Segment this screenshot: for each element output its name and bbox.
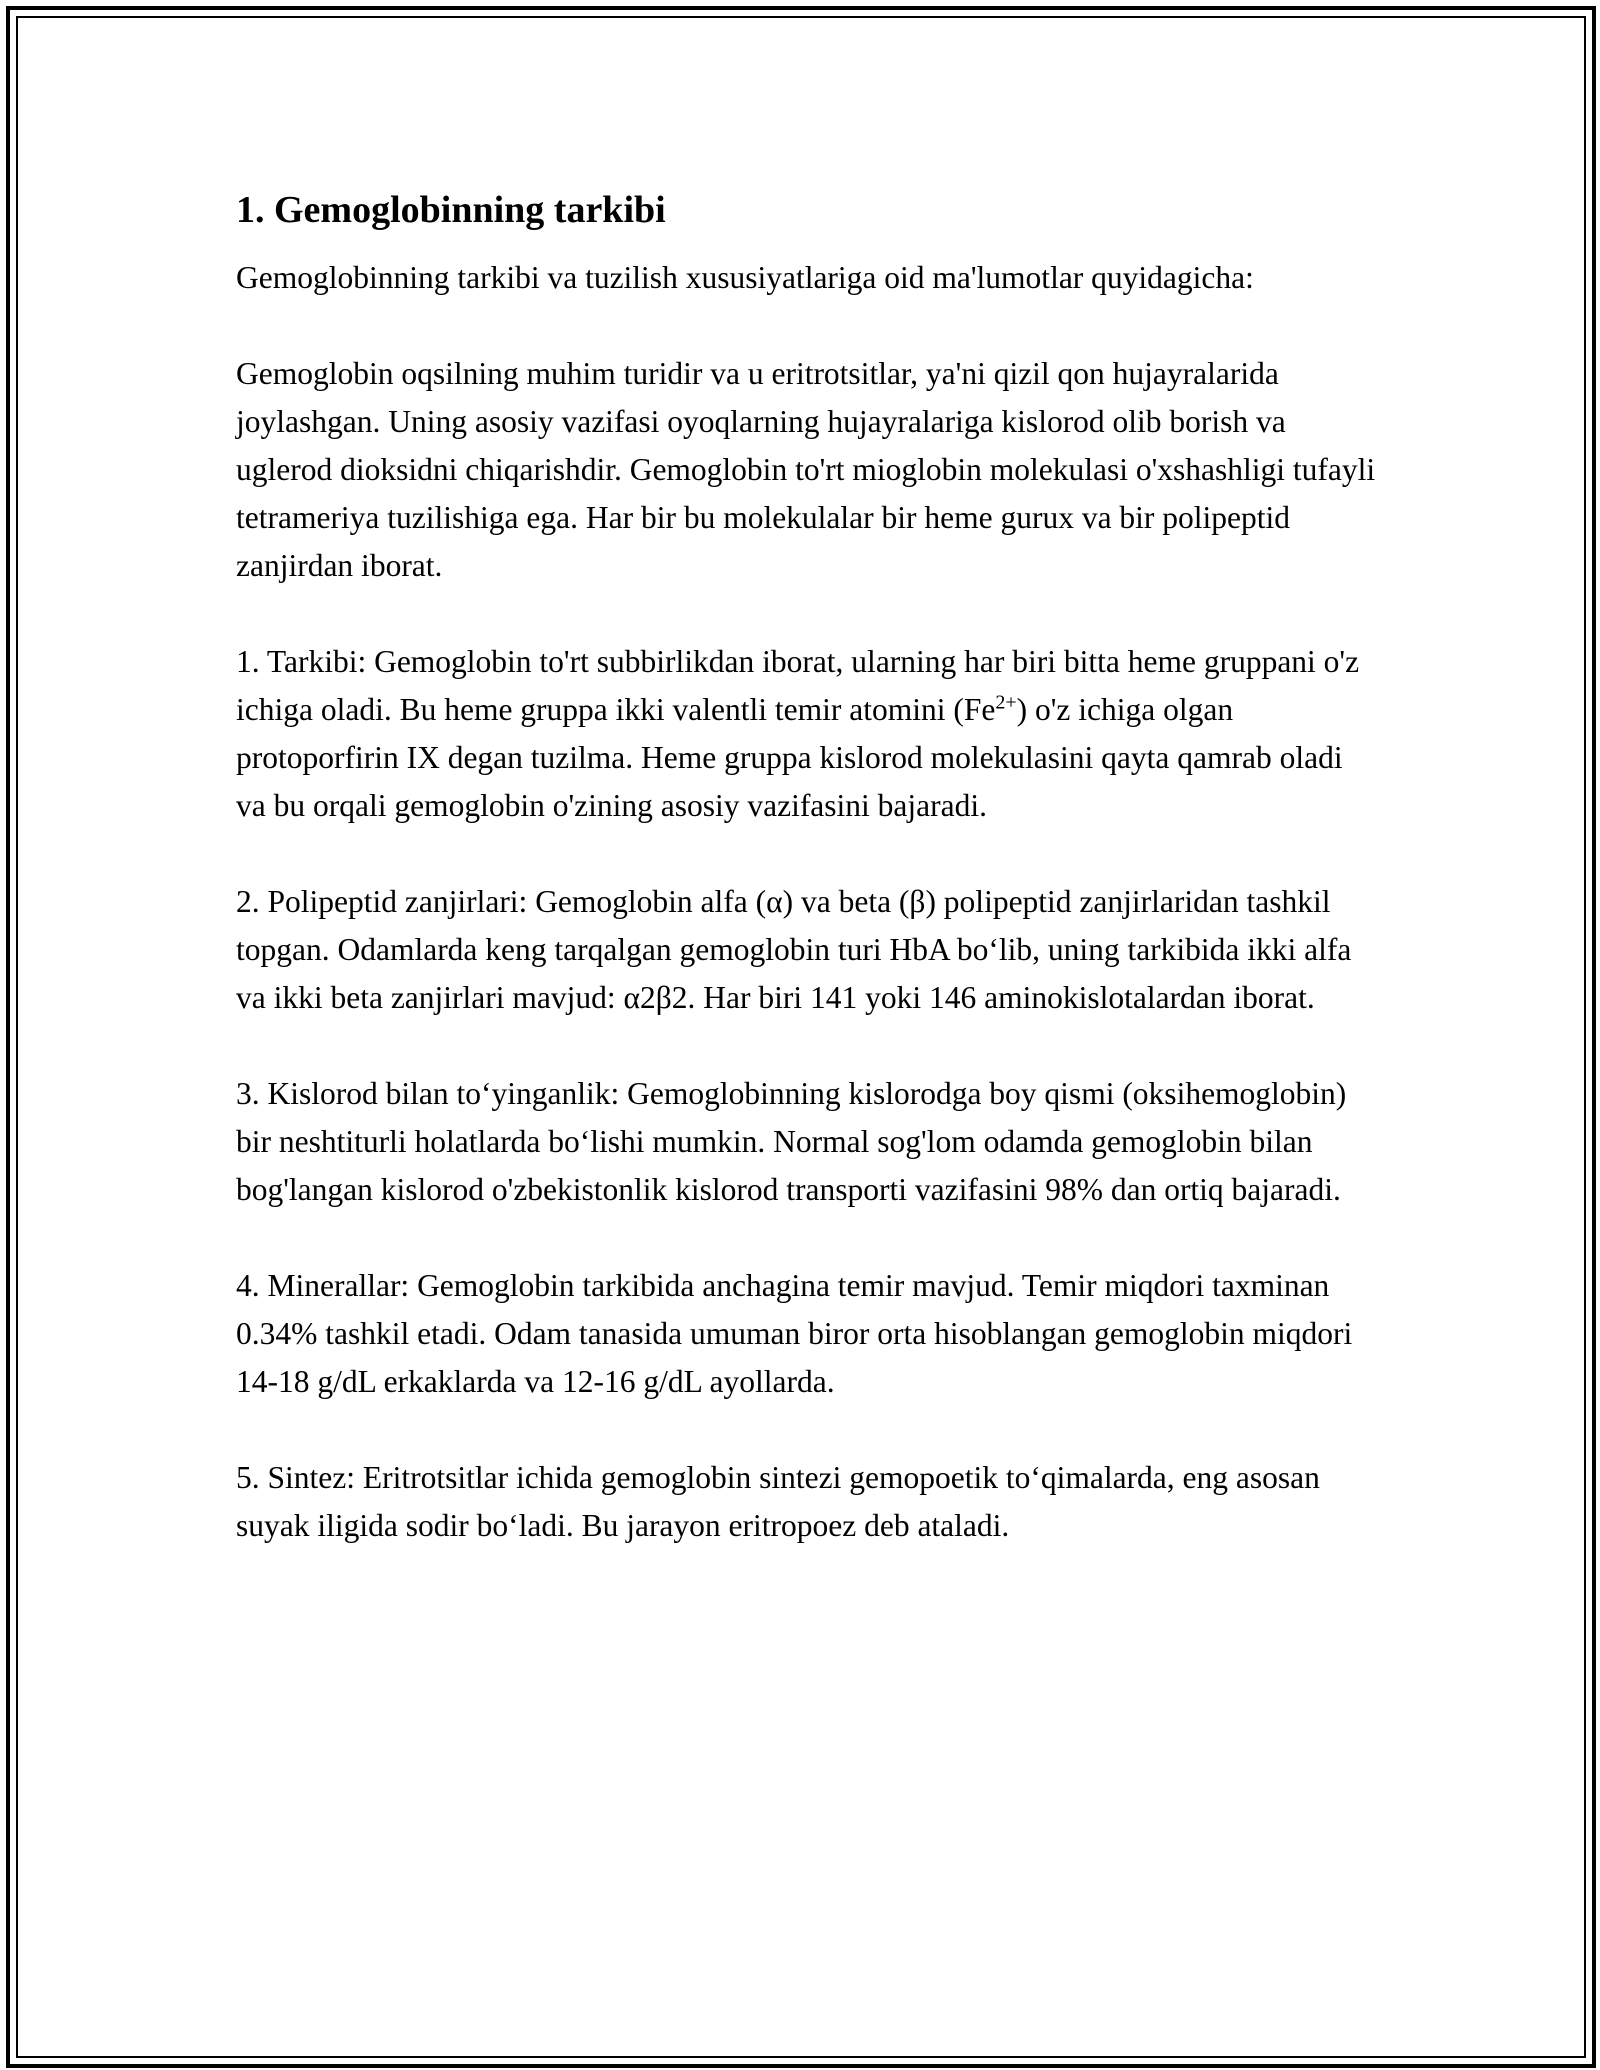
overview-paragraph: Gemoglobin oqsilning muhim turidir va u eritrotsitlar, ya'ni qizil qon hujayralarida joylashgan. Uning asosiy vazifasi oyoqlarning hujayralariga kislorod olib borish va uglerod dioksidni chiqarishdir. Gemoglobin to'rt mioglobin molekulasi o'xshashligi tufayli tetrameriya tuzilishiga ega. Har bir bu molekulalar bir heme gurux va bir polipeptid zanjirdan iborat.: [236, 356, 1376, 583]
item-synthesis: 5. Sintez: Eritrotsitlar ichida gemoglobin sintezi gemopoetik to‘qimalarda, eng asosan suyak iligida sodir bo‘ladi. Bu jarayon eritropoez deb ataladi.: [236, 1460, 1320, 1543]
intro-paragraph: Gemoglobinning tarkibi va tuzilish xususiyatlariga oid ma'lumotlar quyidagicha:: [236, 260, 1254, 295]
section-heading: 1. Gemoglobinning tarkibi: [236, 189, 666, 231]
item-minerals: 4. Minerallar: Gemoglobin tarkibida anchagina temir mavjud. Temir miqdori taxminan 0.34% tashkil etadi. Odam tanasida umuman biror orta hisoblangan gemoglobin miqdori 14-18 g/dL erkaklarda va 12-16 g/dL ayollarda.: [236, 1268, 1353, 1399]
item-oxygen-saturation: 3. Kislorod bilan to‘yinganlik: Gemoglobinning kislorodga boy qismi (oksihemoglobin) bir neshtiturli holatlarda bo‘lishi mumkin. Normal sog'lom odamda gemoglobin bilan bog'langan kislorod o'zbekistonlik kislorod transporti vazifasini 98% dan ortiq bajaradi.: [236, 1076, 1347, 1207]
item-composition: [236, 638, 1376, 830]
document-body: [236, 186, 1376, 1598]
item-polypeptide-chains: 2. Polipeptid zanjirlari: Gemoglobin alfa (α) va beta (β) polipeptid zanjirlaridan tashkil topgan. Odamlarda keng tarqalgan gemoglobin turi HbA bo‘lib, uning tarkibida ikki alfa va ikki beta zanjirlari mavjud: α2β2. Har biri 141 yoki 146 aminokislotalardan iborat.: [236, 884, 1352, 1015]
item-composition-text-b: ) o'z ichiga olgan protoporfirin IX degan tuzilma. Heme gruppa kislorod molekulasini qayta qamrab oladi va bu orqali gemoglobin o'zining asosiy vazifasini bajaradi.: [236, 692, 1343, 823]
item-composition-text-a: 1. Tarkibi: Gemoglobin to'rt subbirlikdan iborat, ularning har biri bitta heme gruppani o'z ichiga oladi. Bu heme gruppa ikki valentli temir atomini (Fe: [236, 644, 1360, 727]
iron-charge-superscript: 2+: [995, 691, 1017, 714]
